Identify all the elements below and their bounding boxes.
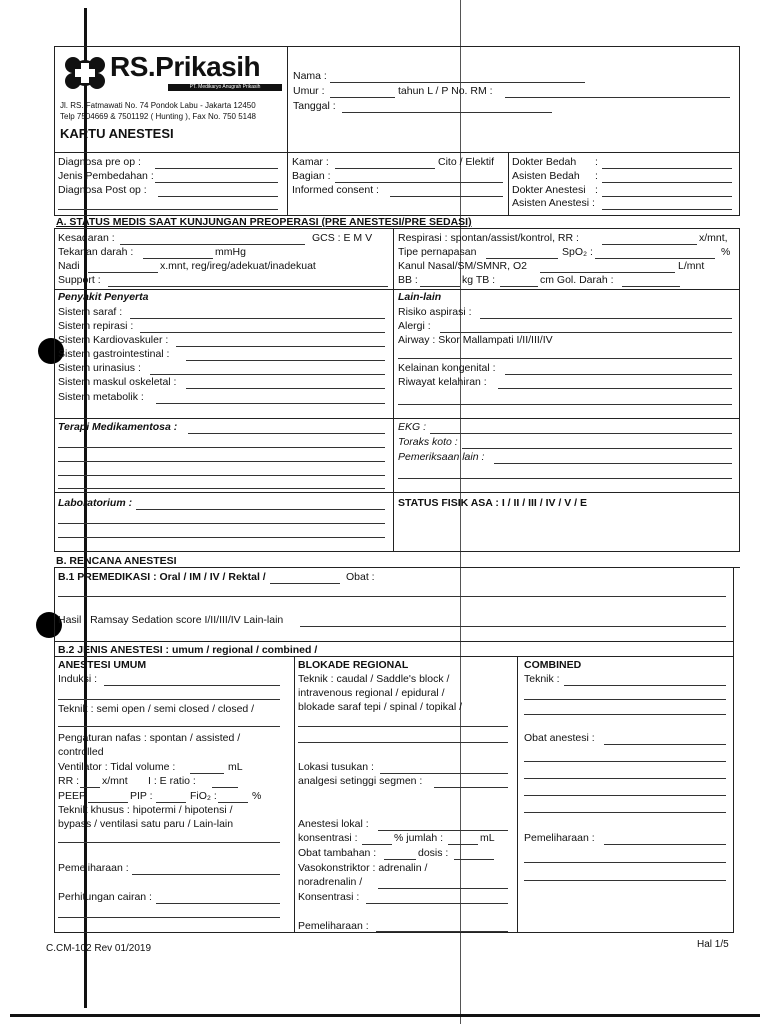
label-respirasi: Respirasi : spontan/assist/kontrol, RR : bbox=[398, 232, 579, 244]
label-mmhg: mmHg bbox=[215, 246, 246, 258]
label-kamar: Kamar : bbox=[292, 156, 329, 168]
label-konsentrasi: konsentrasi : bbox=[298, 832, 358, 844]
label-alergi: Alergi : bbox=[398, 320, 431, 332]
label-bypass: bypass / ventilasi satu paru / Lain-lain bbox=[58, 818, 234, 830]
label-fio2: FiO₂ : bbox=[190, 790, 217, 802]
label-b1-premedikasi: B.1 PREMEDIKASI : Oral / IM / IV / Rektal / bbox=[58, 571, 266, 583]
label-regional-ml: mL bbox=[480, 832, 495, 844]
label-b2-jenis-anestesi: B.2 JENIS ANESTESI : umum / regional / combined / bbox=[58, 644, 318, 656]
label-nadi-unit: x.mnt, reg/ireg/adekuat/inadekuat bbox=[160, 260, 316, 272]
label-jenis-pembedahan: Jenis Pembedahan : bbox=[58, 170, 154, 182]
label-xmnt: x/mnt, bbox=[699, 232, 728, 244]
label-informed-consent: Informed consent : bbox=[292, 184, 379, 196]
label-kelainan-kongenital: Kelainan kongenital : bbox=[398, 362, 496, 374]
hospital-phone: Telp 7504669 & 7501192 ( Hunting ), Fax No. 750 5148 bbox=[60, 112, 256, 121]
label-peep: PEEP bbox=[58, 790, 87, 802]
label-asisten-bedah: Asisten Bedah bbox=[512, 170, 580, 182]
combined-title: COMBINED bbox=[524, 659, 582, 671]
label-teknik-regional-3: blokade saraf tepi / spinal / topikal / bbox=[298, 701, 463, 713]
label-percent: % bbox=[721, 246, 731, 258]
penyakit-item: Sistem metabolik : bbox=[58, 391, 144, 403]
label-jumlah: % jumlah : bbox=[394, 832, 444, 844]
label-fio2-percent: % bbox=[252, 790, 262, 802]
label-teknik-khusus: Teknik khusus : hipotermi / hipotensi / bbox=[58, 804, 233, 816]
label-asisten-anestesi: Asisten Anestesi : bbox=[512, 197, 595, 209]
label-konsentrasi-2: Konsentrasi : bbox=[298, 891, 360, 903]
label-cito-elektif: Cito / Elektif bbox=[438, 156, 495, 168]
label-diagnosa-post: Diagnosa Post op : bbox=[58, 184, 147, 196]
label-analgesi: analgesi setinggi segmen : bbox=[298, 775, 423, 787]
scan-artifact-line bbox=[460, 0, 461, 1024]
label-dokter-anestesi: Dokter Anestesi bbox=[512, 184, 586, 196]
label-perhitungan-cairan: Perhitungan cairan : bbox=[58, 891, 152, 903]
label-diagnosa-pre: Diagnosa pre op : bbox=[58, 156, 141, 168]
label-hasil-ramsay: Hasil : Ramsay Sedation score I/II/III/IV Lain-lain bbox=[58, 614, 284, 626]
label-toraks-koto: Toraks koto : bbox=[398, 436, 458, 448]
label-dosis: dosis : bbox=[418, 847, 449, 859]
label-ventilator: Ventilator : Tidal volume : bbox=[58, 761, 176, 773]
colon: : bbox=[595, 170, 598, 182]
label-nama: Nama : bbox=[293, 70, 327, 82]
page-number: Hal 1/5 bbox=[697, 939, 729, 950]
label-pemeliharaan-regional: Pemeliharaan : bbox=[298, 920, 369, 932]
penyakit-item: Sistem repirasi : bbox=[58, 320, 134, 332]
penyakit-item: Sistem maskul oskeletal : bbox=[58, 376, 177, 388]
hospital-address: Jl. RS. Fatmawati No. 74 Pondok Labu - Jakarta 12450 bbox=[60, 101, 256, 110]
label-obat: Obat : bbox=[346, 571, 375, 583]
label-rr: RR : bbox=[58, 775, 79, 787]
logo-subtitle: PT. Medikaryo Anugrah Prikasih bbox=[168, 84, 282, 91]
label-rr-xmnt: x/mnt bbox=[102, 775, 128, 787]
hospital-cross-icon bbox=[60, 52, 110, 94]
label-status-fisik-asa: STATUS FISIK ASA : I / II / III / IV / V / E bbox=[398, 497, 588, 509]
penyakit-item: Sistem saraf : bbox=[58, 306, 123, 318]
label-spo2: SpO₂ : bbox=[562, 246, 593, 258]
logo bbox=[58, 50, 284, 100]
penyakit-penyerta-title: Penyakit Penyerta bbox=[58, 291, 149, 303]
label-vasokonstriktor: Vasokonstriktor : adrenalin / bbox=[298, 862, 428, 874]
label-pemeliharaan-umum: Pemeliharaan : bbox=[58, 862, 129, 874]
label-pemeriksaan-lain: Pemeriksaan lain : bbox=[398, 451, 485, 463]
label-tekanan-darah: Tekanan darah : bbox=[58, 246, 134, 258]
label-obat-anestesi: Obat anestesi : bbox=[524, 732, 595, 744]
penyakit-item: Sistem Kardiovaskuler : bbox=[58, 334, 169, 346]
label-bagian: Bagian : bbox=[292, 170, 331, 182]
label-umur: Umur : bbox=[293, 85, 325, 97]
label-ie-ratio: I : E ratio : bbox=[148, 775, 196, 787]
label-risiko-aspirasi: Risiko aspirasi : bbox=[398, 306, 472, 318]
label-airway: Airway : Skor Mallampati I/II/III/IV bbox=[398, 334, 553, 346]
form-title: KARTU ANESTESI bbox=[60, 126, 174, 141]
anestesi-umum-title: ANESTESI UMUM bbox=[58, 659, 147, 671]
label-ekg: EKG : bbox=[398, 421, 427, 433]
label-kanul: Kanul Nasal/SM/SMNR, O2 bbox=[398, 260, 527, 272]
label-pengaturan-nafas: Pengaturan nafas : spontan / assisted / bbox=[58, 732, 241, 744]
label-teknik-regional-1: Teknik : caudal / Saddle's block / bbox=[298, 673, 450, 685]
blokade-regional-title: BLOKADE REGIONAL bbox=[298, 659, 409, 671]
label-anestesi-lokal: Anestesi lokal : bbox=[298, 818, 369, 830]
label-teknik-combined: Teknik : bbox=[524, 673, 560, 685]
label-lokasi-tusukan: Lokasi tusukan : bbox=[298, 761, 374, 773]
colon: : bbox=[595, 156, 598, 168]
label-noradrenalin: noradrenalin / bbox=[298, 876, 363, 888]
label-laboratorium: Laboratorium : bbox=[58, 497, 133, 509]
label-gcs: GCS : E M V bbox=[312, 232, 373, 244]
label-support: Support : bbox=[58, 274, 101, 286]
label-terapi-medikamentosa: Terapi Medikamentosa : bbox=[58, 421, 178, 433]
label-cm-gol-darah: cm Gol. Darah : bbox=[540, 274, 614, 286]
label-induksi: Induksi : bbox=[58, 673, 98, 685]
label-bb: BB : bbox=[398, 274, 418, 286]
penyakit-item: Sistem gastrointestinal : bbox=[58, 348, 170, 360]
form-code: C.CM-102 Rev 01/2019 bbox=[46, 943, 152, 954]
label-lmnt: L/mnt bbox=[678, 260, 705, 272]
label-ml: mL bbox=[228, 761, 243, 773]
label-nadi: Nadi bbox=[58, 260, 80, 272]
logo-name: RS.Prikasih bbox=[110, 51, 261, 82]
label-tanggal: Tanggal : bbox=[293, 100, 336, 112]
lain-lain-title: Lain-lain bbox=[398, 291, 442, 303]
section-a-title: A. STATUS MEDIS SAAT KUNJUNGAN PREOPERASI (PRE ANESTESI/PRE SEDASI) bbox=[56, 216, 472, 228]
label-pip: PIP : bbox=[130, 790, 153, 802]
label-kesadaran: Kesadaran : bbox=[58, 232, 115, 244]
label-riwayat-kelahiran: Riwayat kelahiran : bbox=[398, 376, 487, 388]
label-tahun: tahun L / P No. RM : bbox=[398, 85, 493, 97]
label-teknik-umum: Teknik : semi open / semi closed / closed / bbox=[58, 703, 255, 715]
label-dokter-bedah: Dokter Bedah bbox=[512, 156, 577, 168]
label-kg-tb: kg TB : bbox=[462, 274, 496, 286]
label-controlled: controlled bbox=[58, 746, 104, 758]
penyakit-item: Sistem urinasius : bbox=[58, 362, 141, 374]
section-b-title: B. RENCANA ANESTESI bbox=[56, 555, 177, 567]
label-teknik-regional-2: intravenous regional / epidural / bbox=[298, 687, 445, 699]
scan-artifact-bottom-line bbox=[10, 1014, 760, 1017]
label-tipe-pernapasan: Tipe pernapasan bbox=[398, 246, 477, 258]
colon: : bbox=[595, 184, 598, 196]
label-pemeliharaan-combined: Pemeliharaan : bbox=[524, 832, 595, 844]
label-obat-tambahan: Obat tambahan : bbox=[298, 847, 377, 859]
